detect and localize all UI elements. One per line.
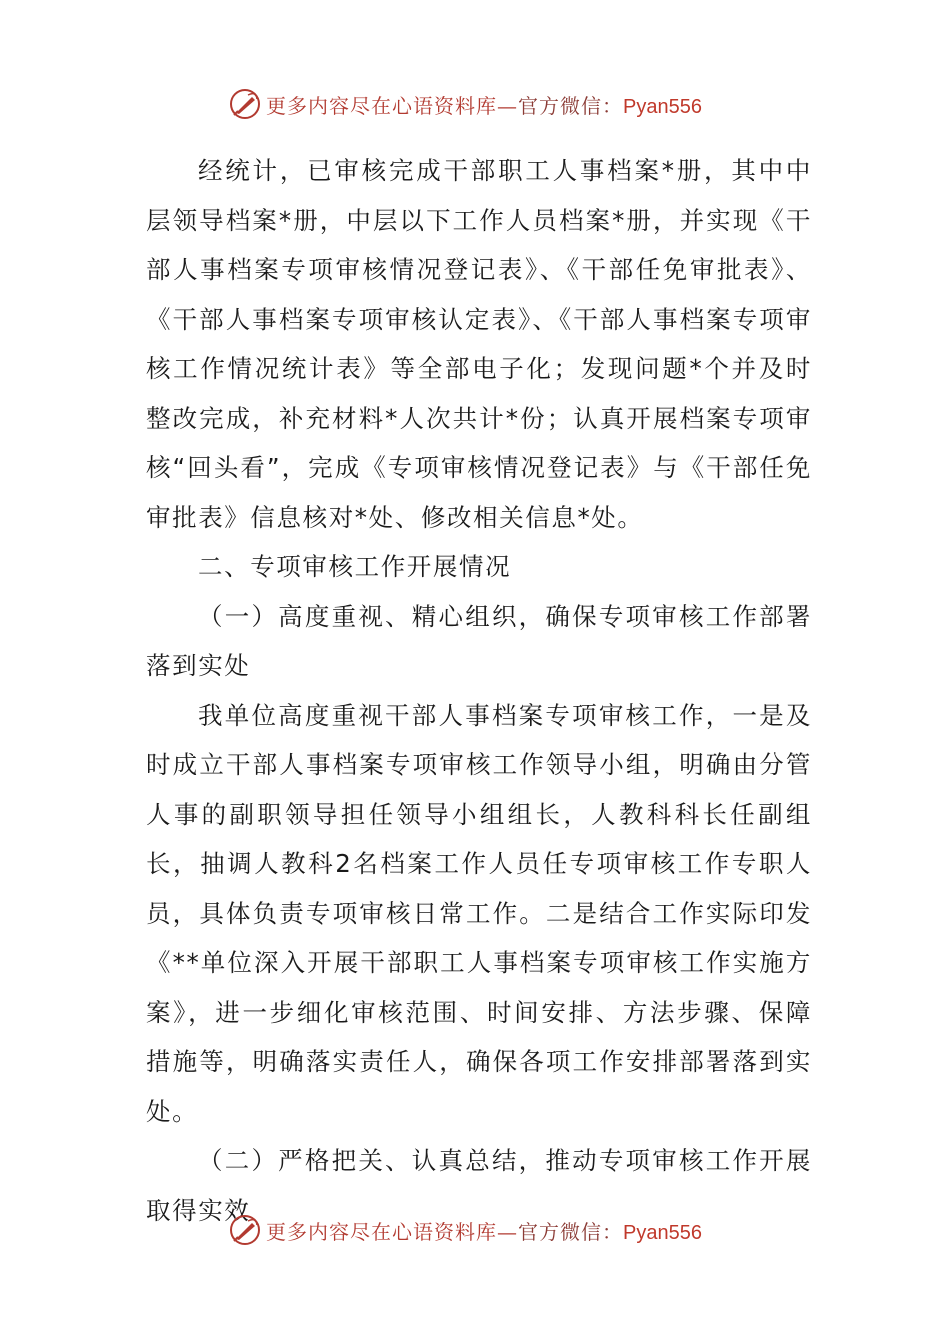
banner-text — [266, 1216, 702, 1245]
banner-wechat-id: Pyan556 — [623, 1221, 702, 1244]
quill-logo-icon — [228, 87, 262, 121]
subsection-heading-1: （一）高度重视、精心组织，确保专项审核工作部署落到实处 — [146, 601, 812, 680]
banner-main-text: 更多内容尽在心语资料库— — [266, 93, 518, 118]
subsection-heading-2: （二）严格把关、认真总结，推动专项审核工作开展取得实效 — [146, 1146, 812, 1225]
section-heading-2: 二、专项审核工作开展情况 — [198, 552, 512, 581]
paragraph-organization: 我单位高度重视干部人事档案专项审核工作，一是及时成立干部人事档案专项审核工作领导小组，明确由分管人事的副职领导担任领导小组组长，人教科科长任副组长，抽调人教科2名档案工作人员任专项审核工作专职人员，具体负责专项审核日常工作。二是结合工作实际印发《**单位深入开展干部职工人事档案专项审核工作实施方案》，进一步细化审核范围、时间安排、方法步骤、保障措施等，明确落实责任人，确保各项工作安排部署落到实处。 — [146, 700, 812, 1126]
header-watermark-banner — [228, 84, 702, 124]
banner-text — [266, 90, 702, 119]
banner-wechat-id: Pyan556 — [623, 95, 702, 118]
footer-watermark-banner — [228, 1210, 702, 1250]
banner-wechat-label: 官方微信： — [518, 93, 623, 118]
banner-wechat-label: 官方微信： — [518, 1219, 623, 1244]
paragraph-statistics: 经统计，已审核完成干部职工人事档案*册，其中中层领导档案*册，中层以下工作人员档案*册，并实现《干部人事档案专项审核情况登记表》、《干部任免审批表》、《干部人事档案专项审核认定表》、《干部人事档案专项审核工作情况统计表》等全部电子化；发现问题*个并及时整改完成，补充材料*人次共计*份；认真开展档案专项审核“回头看”，完成《专项审核情况登记表》与《干部任免审批表》信息核对*处、修改相关信息*处。 — [146, 156, 812, 532]
banner-main-text: 更多内容尽在心语资料库— — [266, 1219, 518, 1244]
document-body — [146, 146, 812, 1235]
quill-logo-icon — [228, 1213, 262, 1247]
